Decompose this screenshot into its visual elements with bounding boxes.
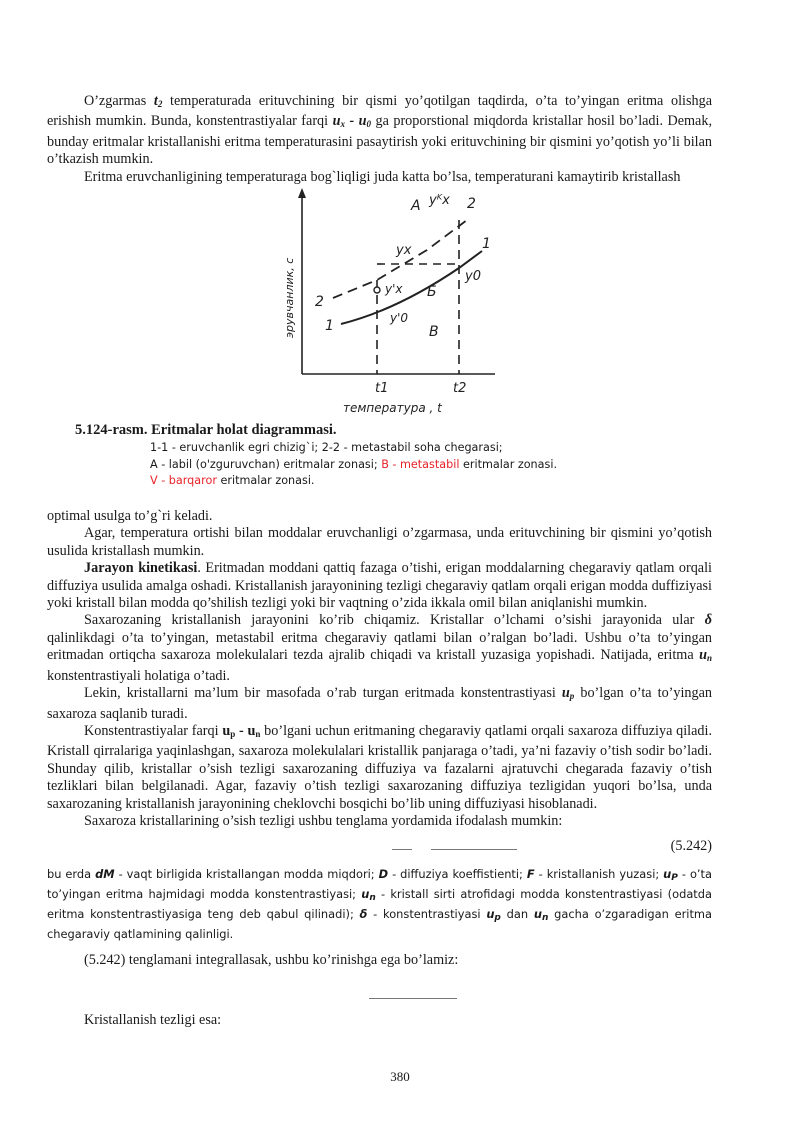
paragraph-9: Saxaroza kristallarining o’sish tezligi ushbu tenglama yordamida ifodalash mumkin:	[84, 812, 563, 829]
zone-b-label: Б	[427, 284, 437, 301]
symbol-un	[699, 647, 712, 663]
symbol-u0	[359, 113, 371, 129]
text: -	[235, 722, 248, 739]
paragraph-8	[47, 723, 712, 813]
symbol-un	[533, 907, 549, 924]
text: - diffuziya koeffistienti;	[388, 867, 527, 882]
text: temperaturada erituvchining bir qismi yo’qotilgan taqdirda, o’ta to’yingan eritma olishga erishish mumkin. Bunda, konstentrastiyalar farqi	[47, 93, 712, 130]
phase-diagram	[277, 188, 517, 420]
paragraph-3: optimal usulga to’g`ri keladi.	[47, 508, 213, 525]
text: - kristall sirti atrofidagi modda konstentrastiyasi (odatda eritma konstentrastiyasiga teng deb qabul qilinadi);	[47, 887, 712, 922]
y-axis-label: эрувчанлик, с	[283, 257, 296, 339]
page-number: 380	[390, 1069, 410, 1084]
text: ga proporstional miqdorda kristallar hosil bo’ladi. Demak, bunday eritmalar kristallanishi eritma temperaturasini pasaytirish yoki erituvchining bir qismini yo’qotish yo’li bilan o’tkazish mumkin.	[47, 113, 712, 168]
symbol-delta: δ	[704, 612, 712, 629]
symbol: u	[486, 907, 495, 922]
text: bo’lgan o’ta to’yingan saxaroza saqlanib turadi.	[47, 685, 713, 722]
symbol: u	[561, 685, 570, 702]
tick-t1-label: t1	[375, 381, 389, 397]
legend-highlight: V - barqaror	[150, 474, 217, 488]
equation-number: (5.242)	[670, 838, 712, 855]
text: -	[344, 113, 359, 130]
figure-legend	[150, 440, 557, 490]
point-y01-label: y'0	[390, 311, 409, 326]
text: O’zgarmas	[84, 93, 154, 109]
symbol-d: D	[378, 867, 389, 882]
point-y0-label: y0	[465, 269, 481, 285]
tick-t2-label: t2	[453, 381, 467, 397]
equation-placeholder-line	[369, 998, 457, 999]
text: bu erda	[47, 867, 96, 882]
symbol: u	[332, 113, 341, 130]
subscript: p	[569, 691, 575, 702]
equation-5-242	[47, 830, 712, 864]
bold-heading: Jarayon kinetikasi	[84, 560, 198, 577]
symbol: u	[222, 722, 231, 739]
symbol: t	[153, 93, 158, 109]
text: . Eritmadan moddani qattiq fazaga o’tishi, erigan moddalarning chegaraviy qatlam orqali diffuziya usulida amalga oshadi. Kristallanish jarayonining tezligi chegaraviy qatlam orqali erigan modda duffiziyasi yoki kristall bilan modda qo’shilish tezligi yoki bir vaqtning o’zida ikkala omil bilan aniqlanishi mumkin.	[47, 560, 712, 612]
subscript: n	[706, 653, 712, 664]
legend-highlight: B - metastabil	[381, 457, 460, 471]
paragraph-4: Agar, temperatura ortishi bilan moddalar eruvchanligi o’zgarmasa, unda erituvchining bir qismini yo’qotish usulida kristallash mumkin.	[47, 525, 712, 559]
symbol: u	[358, 113, 367, 130]
equation-placeholder-line	[431, 849, 517, 850]
paragraph-7	[47, 685, 712, 723]
definitions	[47, 866, 712, 942]
symbol: u	[247, 722, 256, 739]
subscript: p	[494, 913, 501, 924]
symbol-up	[222, 723, 235, 739]
subscript: P	[671, 873, 678, 884]
symbol-f: F	[526, 867, 535, 882]
curve-2-end-label: 2	[467, 196, 476, 213]
legend-line-1: 1-1 - eruvchanlik egri chizig`i; 2-2 - metastabil soha chegarasi;	[150, 441, 503, 455]
figure-solution-diagram	[47, 188, 712, 508]
paragraph-2: Eritma eruvchanligining temperaturaga bog`liqligi juda katta bo’lsa, temperaturani kamaytirib kristallash	[84, 168, 681, 185]
curve-2-start-label: 2	[315, 294, 324, 311]
text: - konstentrastiyasi	[367, 907, 487, 922]
curve-1-start-label: 1	[325, 318, 334, 335]
text: Lekin, kristallarni ma’lum bir masofada o’rab turgan eritmada konstentrastiyasi	[84, 685, 562, 702]
zone-v-label: B	[429, 324, 439, 341]
legend-text: A - labil (o'zguruvchan) eritmalar zonasi;	[150, 457, 382, 471]
paragraph-11: Kristallanish tezligi esa:	[84, 1011, 222, 1028]
y-axis-arrow-icon	[298, 188, 306, 198]
legend-line-2	[150, 457, 557, 474]
text: qalinlikdagi o’ta to’yingan, metastabil eritma chegaraviy qatlami bilan o’ralgan bo’ladi. Ushbu o’ta to’yingan eritmadan ortiqcha saxaroza molekulalari tezda ajralib chiqadi va kristall yuzasiga yopishadi. Natijada, eritma	[47, 629, 712, 664]
symbol: u	[699, 647, 707, 664]
subscript: p	[230, 728, 236, 739]
symbol-delta: δ	[359, 907, 368, 922]
symbol-ux	[333, 113, 345, 129]
point-yx2-label: yᴷx	[429, 193, 450, 209]
legend-text: eritmalar zonasi.	[216, 474, 315, 488]
text: Saxarozaning kristallanish jarayonini ko’rib chiqamiz. Kristallar o’lchami o’sishi jarayonida ular	[84, 612, 705, 629]
symbol-up	[663, 867, 678, 884]
equation-placeholder-line	[392, 849, 412, 850]
paragraph-10: (5.242) tenglamani integrallasak, ushbu ko’rinishga ega bo’lamiz:	[84, 952, 459, 969]
subscript: n	[541, 913, 549, 924]
text: dan	[500, 907, 534, 922]
text: konstentrastiyali holatiga o’tadi.	[47, 667, 230, 684]
symbol-up	[562, 685, 574, 701]
paragraph-5	[47, 560, 712, 612]
equation-integrated	[47, 970, 712, 1012]
symbol-un	[361, 887, 376, 904]
symbol: u	[361, 887, 370, 902]
subscript: 2	[157, 99, 163, 109]
page-body	[47, 93, 712, 1029]
text: Konstentrastiyalar farqi	[84, 722, 223, 739]
subscript: n	[369, 893, 376, 904]
subscript: x	[340, 119, 345, 130]
symbol-up	[486, 907, 501, 924]
text: - vaqt birligida kristallangan modda miqdori;	[114, 867, 379, 882]
text: bo’lgani uchun eritmaning chegaraviy qatlami orqali saxaroza diffuziya qiladi. Kristall qirralariga yaqinlashgan, saxaroza molekulalari kristallik panjaraga o’tadi, ya’ni fazaviy o’tish sodir bo’ladi. Shunday qilib, kristallar o’sish tezligi saxarozaning diffuziya va fazalarni ajratuvchi chegarada fazaviy o’tish tezliklari bilan belgilanadi. Agar, fazaviy o’tish tezligi saxarozaning diffuziya tezligidan yuqori bo’lsa, unda saxarozaning kristallanish jarayonining cheklovchi bosqichi bo’lib uning diffuziyasi hisoblanadi.	[47, 722, 712, 812]
subscript: n	[255, 728, 261, 739]
solubility-curve	[341, 251, 482, 324]
curve-1-end-label: 1	[482, 236, 491, 253]
text: - kristallanish yuzasi;	[534, 867, 664, 882]
symbol: u	[663, 867, 672, 882]
symbol-un	[248, 723, 261, 739]
legend-text: eritmalar zonasi.	[459, 457, 558, 471]
figure-caption-title: 5.124-rasm. Eritmalar holat diagrammasi.	[75, 422, 337, 439]
text: - o’ta to’yingan eritma hajmidagi modda konstentrastiyasi;	[47, 867, 712, 902]
paragraph-1	[47, 93, 712, 169]
x-axis-label: температура , t	[343, 401, 442, 416]
point-yx1-label: y'x	[385, 282, 403, 297]
point-yx-label: yx	[396, 243, 412, 259]
symbol: u	[533, 907, 542, 922]
legend-line-3	[150, 473, 557, 490]
paragraph-6	[47, 612, 712, 685]
point-marker	[374, 287, 380, 293]
symbol-dm: dM	[95, 867, 115, 882]
subscript: 0	[366, 119, 372, 130]
text: gacha o’zgaradigan eritma chegaraviy qatlamining qalinligi.	[47, 907, 713, 942]
zone-a-label: A	[411, 198, 421, 215]
